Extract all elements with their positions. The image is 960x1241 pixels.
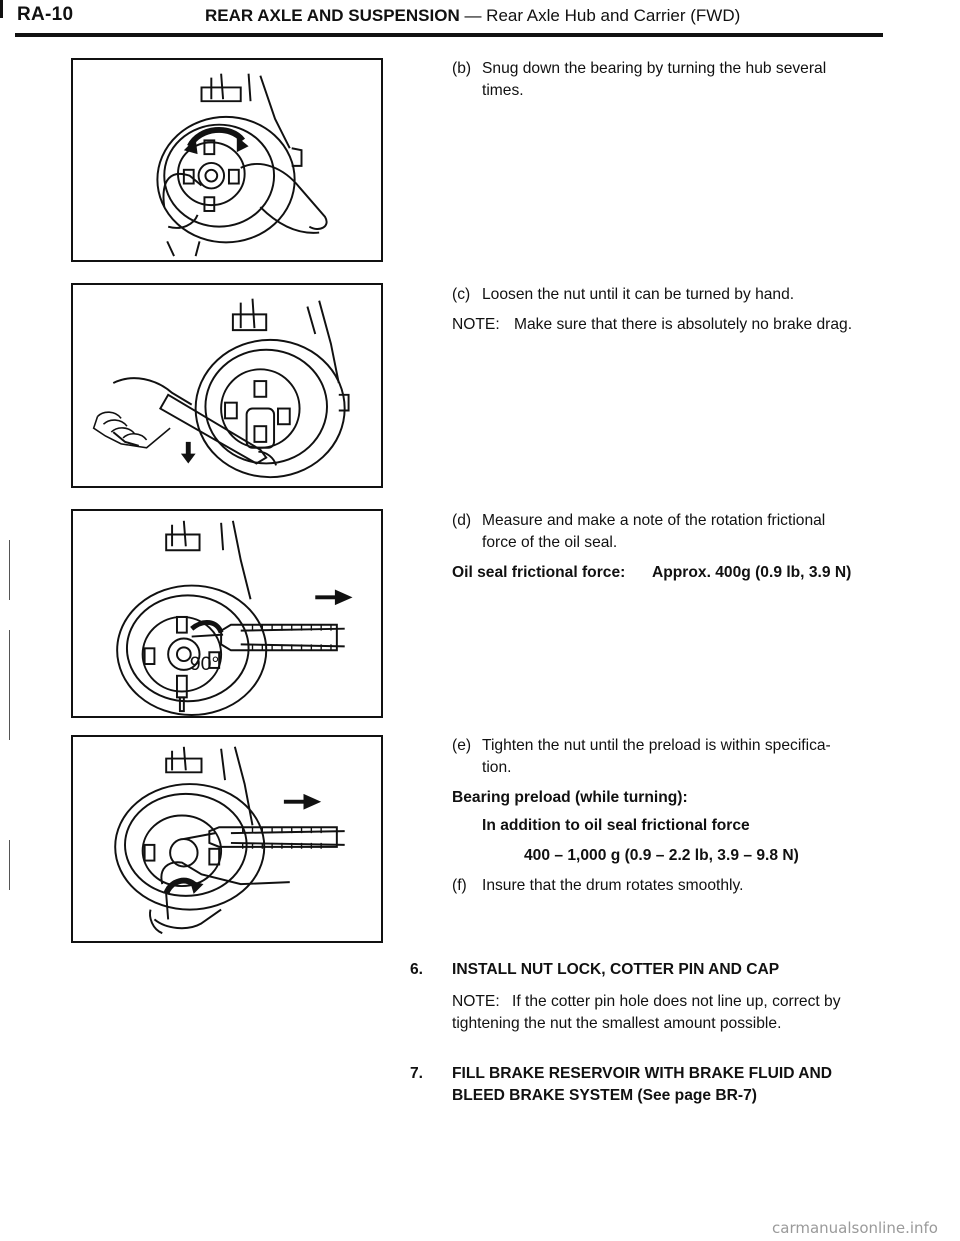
page-title-section: REAR AXLE AND SUSPENSION (205, 6, 460, 25)
bearing-preload-value: 400 – 1,000 g (0.9 – 2.2 lb, 3.9 – 9.8 N) (524, 847, 799, 864)
measure-friction-illustration (73, 511, 381, 716)
section-6-note-1: If the cotter pin hole does not line up, correct by (512, 993, 841, 1010)
step-e-text-2: tion. (482, 759, 512, 776)
page-title (205, 6, 740, 26)
section-7-title-1: FILL BRAKE RESERVOIR WITH BRAKE FLUID AND (452, 1065, 833, 1082)
figure-loosen-nut (71, 283, 383, 488)
section-7-title-2: BLEED BRAKE SYSTEM (See page BR-7) (452, 1087, 757, 1104)
step-f-label: (f) (452, 877, 467, 894)
section-6 (410, 959, 841, 1035)
margin-mark (9, 540, 10, 600)
step-c-label: (c) (452, 286, 471, 303)
step-d (452, 510, 851, 584)
section-6-title: INSTALL NUT LOCK, COTTER PIN AND CAP (452, 961, 780, 978)
figure-turn-hub (71, 58, 383, 262)
watermark: carmanualsonline.info (772, 1219, 938, 1237)
margin-mark (9, 840, 10, 890)
figure-measure-friction (71, 509, 383, 718)
step-b-text-1: Snug down the bearing by turning the hub several (482, 60, 827, 77)
step-c (452, 284, 852, 336)
oil-seal-spec-value: Approx. 400g (0.9 lb, 3.9 N) (652, 564, 852, 581)
bearing-preload-label: Bearing preload (while turning): (452, 789, 688, 806)
section-6-number: 6. (410, 961, 424, 978)
section-7 (410, 1063, 832, 1107)
page-code: RA-10 (17, 4, 74, 25)
loosen-nut-illustration (73, 285, 381, 486)
bearing-preload-condition: In addition to oil seal frictional force (482, 817, 750, 834)
figure-preload-check (71, 735, 383, 943)
section-6-note-2: tightening the nut the smallest amount possible. (452, 1015, 782, 1032)
angle-label: 90° (189, 652, 220, 675)
section-7-number: 7. (410, 1065, 424, 1082)
section-6-note-label: NOTE: (452, 993, 500, 1010)
header-rule (15, 33, 883, 37)
step-b-label: (b) (452, 60, 472, 77)
step-f (452, 875, 831, 897)
page-corner-mark (0, 0, 3, 18)
step-c-note-label: NOTE: (452, 316, 500, 333)
page-title-subsection: — Rear Axle Hub and Carrier (FWD) (459, 6, 741, 25)
preload-check-illustration (73, 737, 381, 941)
turn-hub-illustration (73, 60, 381, 260)
step-f-text: Insure that the drum rotates smoothly. (482, 877, 744, 894)
step-e-label: (e) (452, 737, 472, 754)
step-d-text-2: force of the oil seal. (482, 534, 618, 551)
step-c-text: Loosen the nut until it can be turned by hand. (482, 286, 795, 303)
step-b-text-2: times. (482, 82, 524, 99)
step-e (452, 735, 831, 897)
step-d-text-1: Measure and make a note of the rotation frictional (482, 512, 826, 529)
step-e-text-1: Tighten the nut until the preload is within specifica- (482, 737, 831, 754)
margin-mark (9, 630, 10, 740)
step-c-note-text: Make sure that there is absolutely no brake drag. (514, 316, 853, 333)
step-b (452, 58, 826, 102)
oil-seal-spec-label: Oil seal frictional force: (452, 564, 626, 581)
step-d-label: (d) (452, 512, 472, 529)
